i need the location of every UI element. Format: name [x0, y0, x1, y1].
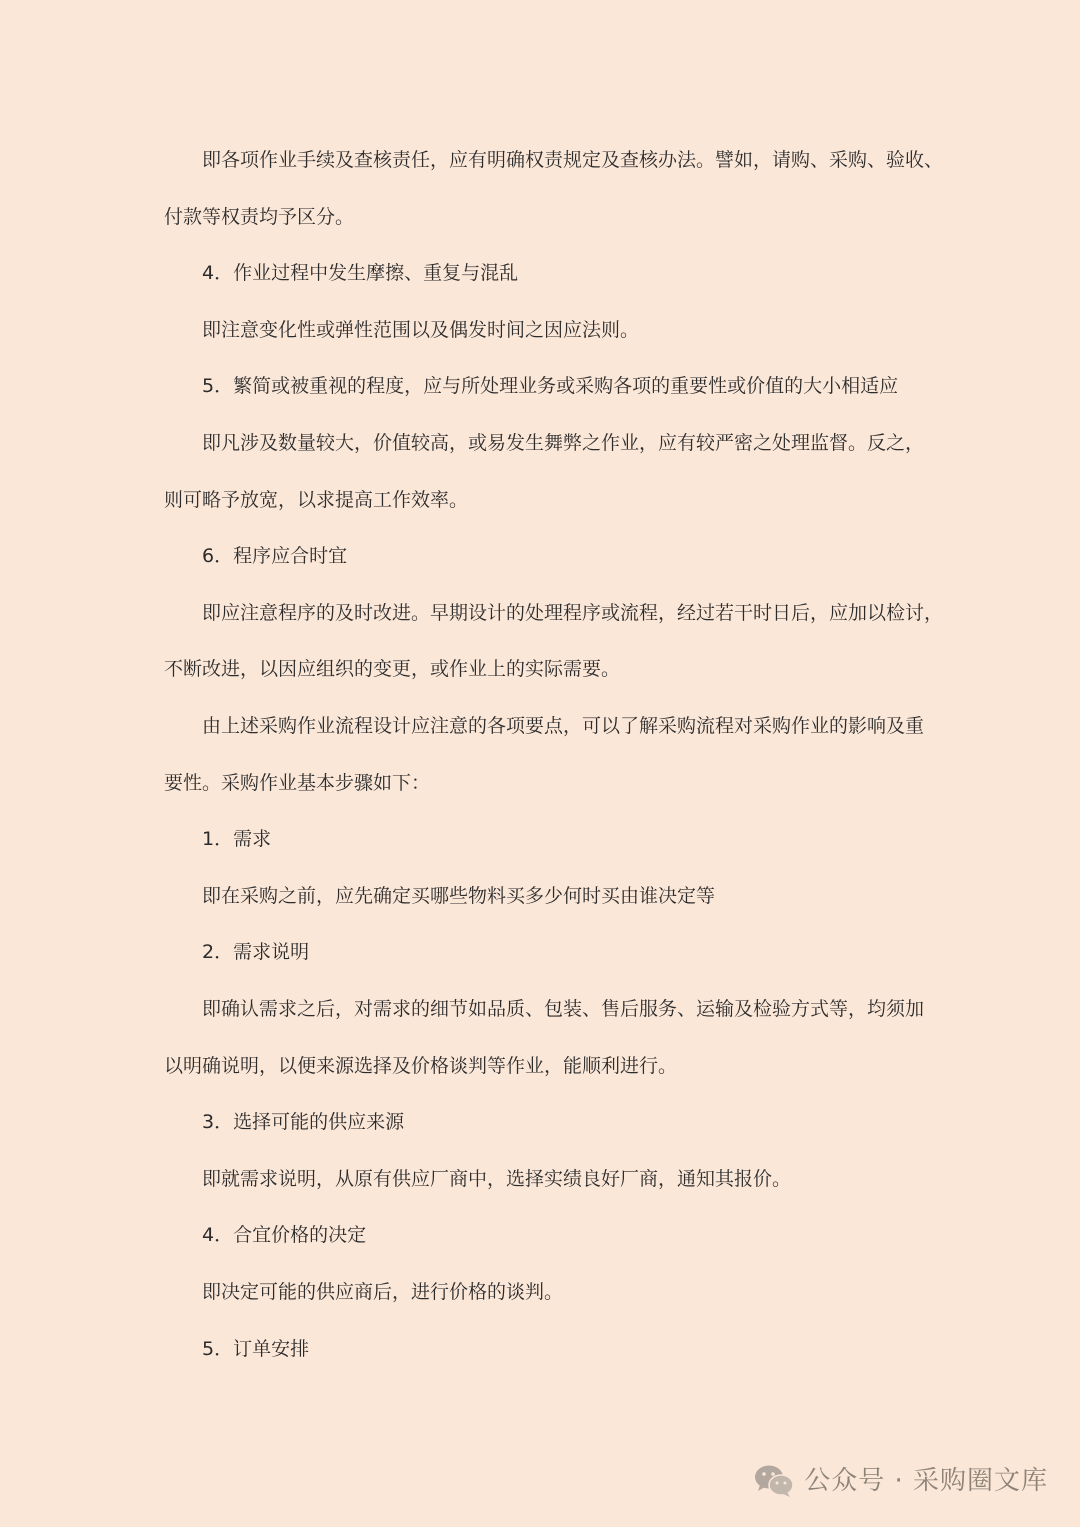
- section-heading: 4．作业过程中发生摩擦、重复与混乱: [202, 262, 519, 284]
- paragraph-line: 即确认需求之后，对需求的细节如品质、包装、售后服务、运输及检验方式等，均须加: [202, 998, 925, 1020]
- section-heading: 5．订单安排: [202, 1338, 310, 1360]
- paragraph-line: 即凡涉及数量较大，价值较高，或易发生舞弊之作业，应有较严密之处理监督。反之，: [202, 432, 925, 454]
- section-heading: 1．需求: [202, 828, 272, 850]
- paragraph-line: 即就需求说明，从原有供应厂商中，选择实绩良好厂商，通知其报价。: [202, 1168, 792, 1190]
- watermark-text: 公众号 · 采购圈文库: [804, 1466, 1048, 1496]
- section-heading: 5．繁简或被重视的程度，应与所处理业务或采购各项的重要性或价值的大小相适应: [202, 375, 899, 397]
- paragraph-line: 则可略予放宽，以求提高工作效率。: [164, 489, 469, 511]
- paragraph-line: 即决定可能的供应商后，进行价格的谈判。: [202, 1281, 564, 1303]
- paragraph-line: 即各项作业手续及查核责任，应有明确权责规定及查核办法。譬如，请购、采购、验收、: [202, 149, 944, 171]
- paragraph-line: 即在采购之前，应先确定买哪些物料买多少何时买由谁决定等: [202, 885, 716, 907]
- section-heading: 2．需求说明: [202, 941, 310, 963]
- section-heading: 6．程序应合时宜: [202, 545, 348, 567]
- paragraph-line: 要性。采购作业基本步骤如下：: [164, 772, 431, 794]
- paragraph-line: 即应注意程序的及时改进。早期设计的处理程序或流程，经过若干时日后，应加以检讨，: [202, 602, 944, 624]
- paragraph-line: 不断改进，以因应组织的变更，或作业上的实际需要。: [164, 658, 621, 680]
- paragraph-line: 付款等权责均予区分。: [164, 206, 355, 228]
- section-heading: 3．选择可能的供应来源: [202, 1111, 405, 1133]
- watermark: [754, 1461, 1048, 1501]
- paragraph-line: 即注意变化性或弹性范围以及偶发时间之因应法则。: [202, 319, 640, 341]
- paragraph-line: 以明确说明，以便来源选择及价格谈判等作业，能顺利进行。: [164, 1055, 678, 1077]
- section-heading: 4．合宜价格的决定: [202, 1224, 367, 1246]
- wechat-icon: [754, 1463, 794, 1499]
- paragraph-line: 由上述采购作业流程设计应注意的各项要点，可以了解采购流程对采购作业的影响及重: [202, 715, 925, 737]
